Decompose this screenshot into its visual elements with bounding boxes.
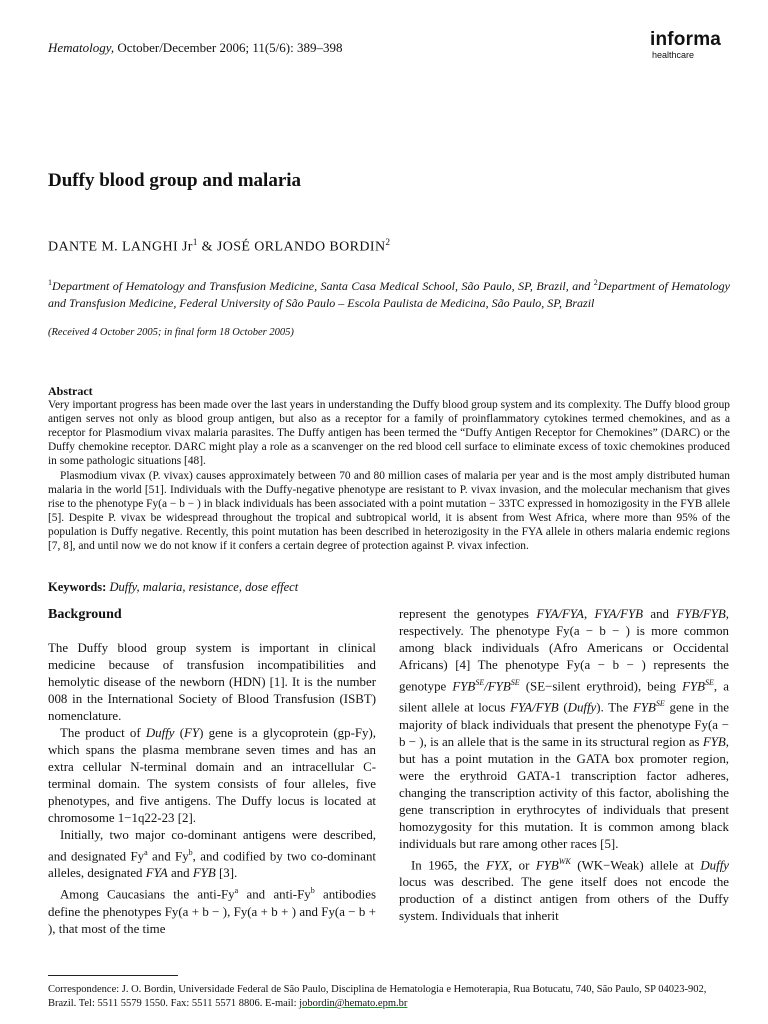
article-title: Duffy blood group and malaria [48,170,302,191]
text-run: , or [508,857,536,872]
text-run: (SE−silent erythroid), being [519,679,683,694]
text-run: locus was described. The gene itself does not encode the production of a distinct antigen from others of the Duffy system. Individuals that inherit [399,874,729,923]
superscript: a [144,848,148,857]
text-run: gene in the majority of black individuals that present the phenotype Fy(a − b − ), is an allele that is the same in its structural region as [399,700,730,749]
text-run: ( [558,700,568,715]
superscript: SE [705,678,714,687]
email-link[interactable]: jobordin@hemato.epm.br [299,998,408,1009]
affiliations [48,274,730,312]
gene-name: Duffy [700,857,729,872]
text-run: and [643,607,677,621]
allele-name: FYB [487,679,511,694]
text-run: Among Caucasians the anti-Fy [60,887,235,902]
body-paragraph [399,853,729,925]
keywords-label: Keywords: [48,580,107,594]
superscript: b [310,886,315,896]
text-run: (WK−Weak) allele at [570,857,701,872]
body-paragraph [399,606,729,853]
publisher-logo [650,30,730,60]
section-heading: Background [48,607,122,622]
author-2-affil-mark: 2 [385,237,391,247]
author-1: DANTE M. LANGHI Jr [48,239,193,255]
affil-mark-1: 1 [48,278,52,287]
text-run: and anti-Fy [238,887,311,902]
text-run: ( [174,726,185,740]
superscript: SE [475,678,485,687]
author-line [48,237,390,256]
superscript: SE [510,678,520,687]
text-run: , [583,607,595,621]
body-column-left [48,606,376,938]
received-dates: (Received 4 October 2005; in final form 18 October 2005) [48,327,294,338]
allele-name: FYX [485,857,509,872]
abstract-paragraph-2: Plasmodium vivax (P. vivax) causes approximately between 70 and 80 million cases of malaria per year and is the most amply distributed human malaria in the world [51]. Individuals with the Duffy-negative phenotype are resistant to P. vivax invasion, and the molecular mechanism that gives rise to the phenotype Fy(a − b − ) in black individuals has been associated with a point mutation − 33TC expressed in homozigosity in the FYB allele [5]. Despite P. vivax be widespread throughout the tropical and subtropical world, it is absent from West Africa, where more than 95% of the population is Duffy negative. Recently, this point mutation has been described in heterozigosity in the FYA allele in others malaria endemic regions [7, 8], and until now we do not know if it confers a certain degree of protection against P. vivax infection. [48,469,730,553]
text-run: ) gene is a glycoprotein (gp-Fy), which spans the plasma membrane seven times and has an extra cellular N-terminal domain and an intracellular C-terminal domain. The system consists of four alleles, five phenotypes, and five antigens. The Duffy locus is located at chromosome 1−1q22-23 [2]. [48,726,376,825]
allele-name: FYB [192,866,216,881]
abstract-block [48,384,730,553]
text-run: / [484,679,488,694]
text-run: , and codified by two co-dominant alleles, designated [48,849,376,881]
genotype: FYB/FYB [676,607,726,621]
abstract-paragraph-1: Very important progress has been made over the last years in understanding the Duffy blood group system and its complexity. The Duffy blood group antigen serves not only as blood group antigen, but also as a receptor for a family of proinflammatory cytokines termed chemokines, and as a receptor for Plasmodium vivax malaria parasites. The Duffy antigen has been termed the “Duffy Antigen Receptor for Chemokines” (DARC) or the Duffy chemokine receptor. DARC might play a role as a scanvenger on the red blood cell surface to eliminate excess of toxic chemokines produced in some pathologic situations [48]. [48,399,730,468]
text-run: ). The [596,700,633,715]
allele-name: FYB [535,857,559,872]
text-run: , a silent allele at locus [399,679,729,715]
allele-name: FYB [633,700,656,715]
allele-name: FYB [682,679,706,694]
text-run: , respectively. The phenotype Fy(a − b − ) is more common among black individuals (Afro Americans or Occidental Africans) [4] The phenotype Fy(a − b − ) represents the genotype [399,607,729,694]
text-run: In 1965, the [411,857,486,872]
body-paragraph [48,882,376,937]
footnote-divider [48,975,178,976]
text-run: represent the genotypes [399,607,537,621]
text-run: [3]. [215,866,238,881]
body-paragraph: The Duffy blood group system is important in clinical medicine because of transfusion incompatibilities and hemolytic disease of the newborn (HDN) [1]. It is the number 008 in the International Society of Blood Transfusion (ISBT) nomenclature. [48,641,376,723]
superscript: WK [558,856,571,866]
text-run: and [167,866,193,881]
genotype: FYA/FYB [594,607,644,621]
text-run: antibodies define the phenotypes Fy(a + b − ), Fy(a + b + ) and Fy(a − b + ), that most of the time [48,887,376,936]
correspondence-text: Correspondence: J. O. Bordin, Universidade Federal de São Paulo, Disciplina de Hematologia e Hemoterapia, Rua Botucatu, 740, São Paulo, SP 04023-902, Brazil. Tel: 5511 5579 1550. Fax: 5511 5571 8806. E-mail: [48,984,707,1009]
logo-sub: healthcare [652,50,695,60]
gene-name: FY [184,726,200,740]
text-run: The product of [60,726,146,740]
affiliation-1: Department of Hematology and Transfusion Medicine, Santa Casa Medical School, São Paulo, SP, Brazil, and [52,279,594,293]
body-paragraph [48,827,376,882]
text-run: , but has a point mutation in the GATA box promoter region, were the erythroid GATA-1 transcription factor adheres, changing the transcription activity of this factor, abolishing the gene transcription in erythrocytes of individuals that present homozygosity for this mutation. It is common among black individuals but rare among other races [5]. [399,734,729,851]
genotype: FYA/FYA [536,607,584,621]
superscript: b [188,848,193,857]
body-column-right [399,606,729,925]
correspondence-footnote [48,983,730,1011]
keywords-list: Duffy, malaria, resistance, dose effect [109,580,299,594]
abstract-heading: Abstract [48,384,93,398]
keywords [48,580,298,595]
superscript: a [234,886,239,896]
gene-name: Duffy [145,726,175,740]
affiliation-2: Department of Hematology and Transfusion Medicine, Federal University of São Paulo – Escola Paulista de Medicina, São Paulo, SP, Brazil [48,279,730,310]
body-paragraph [48,725,376,827]
allele-name: FYA [145,866,168,881]
superscript: SE [655,699,665,709]
text-run: Initially, two major co-dominant antigens were described, and designated Fy [48,828,376,864]
gene-name: Duffy [567,700,597,715]
allele-name: FYB [702,734,726,749]
author-2: JOSÉ ORLANDO BORDIN [216,239,386,255]
journal-citation [48,40,342,56]
text-run: and Fy [147,849,189,864]
genotype: FYA/FYB [510,700,559,715]
affil-mark-2: 2 [593,278,598,287]
journal-name: Hematology, [48,40,115,55]
author-separator: & [197,239,217,255]
author-1-affil-mark: 1 [192,237,198,247]
journal-issue: October/December 2006; 11(5/6): 389–398 [114,40,343,55]
allele-name: FYB [452,679,476,694]
logo-main: informa [650,29,722,50]
